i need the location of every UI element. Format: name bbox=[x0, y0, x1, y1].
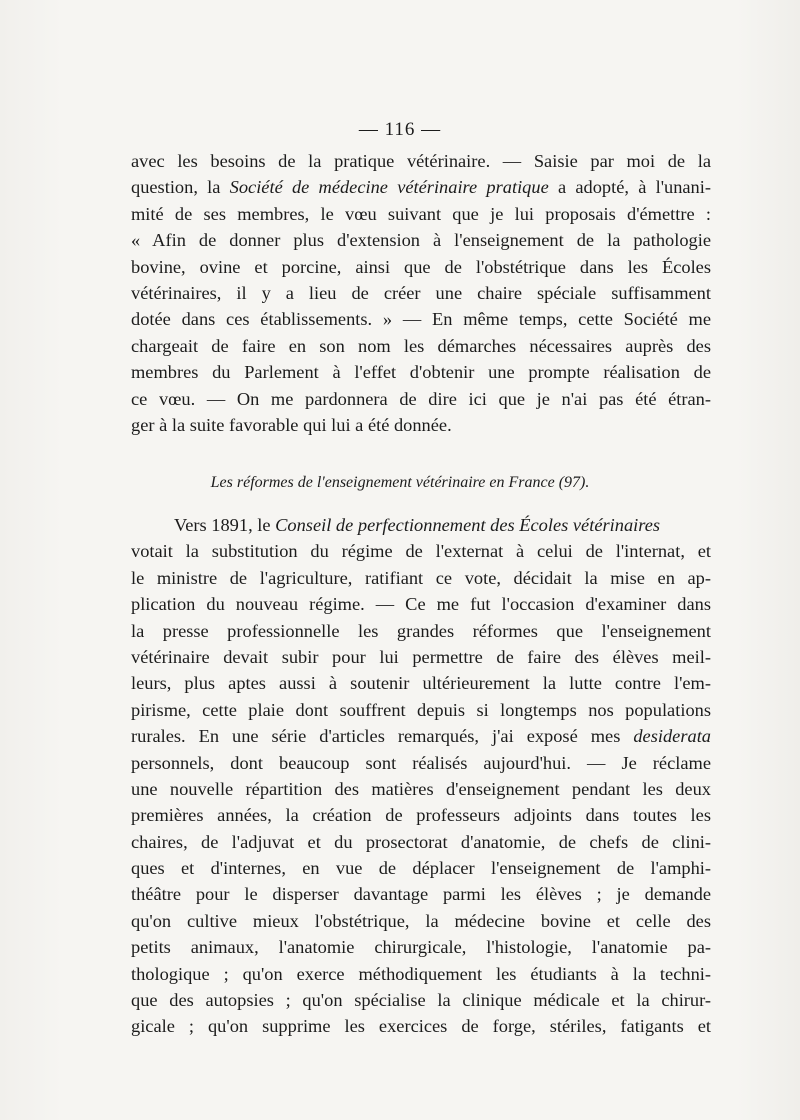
text-line: une nouvelle répartition des matières d'enseignement pendant les deux bbox=[131, 778, 711, 799]
section-heading: Les réformes de l'enseignement vétérinaire en France (97). bbox=[210, 474, 590, 491]
text-line: chargeait de faire en son nom les démarches nécessaires auprès des bbox=[131, 335, 711, 356]
text-line: dotée dans ces établissements. » — En même temps, cette Société me bbox=[131, 309, 711, 330]
text-line: ger à la suite favorable qui lui a été donnée. bbox=[131, 414, 452, 435]
text-line: petits animaux, l'anatomie chirurgicale, l'histologie, l'anatomie pa- bbox=[131, 937, 711, 958]
text-line: ques et d'internes, en vue de déplacer l'enseignement de l'amphi- bbox=[131, 858, 711, 879]
text-line: Vers 1891, le Conseil de perfectionnement des Écoles vétérinaires bbox=[174, 515, 661, 535]
text-line: le ministre de l'agriculture, ratifiant ce vote, décidait la mise en ap- bbox=[131, 567, 711, 588]
paragraph-1 bbox=[131, 148, 711, 438]
text-line: votait la substitution du régime de l'externat à celui de l'internat, et bbox=[131, 541, 711, 562]
desiderata-term: desiderata bbox=[633, 726, 711, 747]
text-line: théâtre pour le disperser davantage parmi les élèves ; je demande bbox=[131, 884, 711, 905]
text-line: la presse professionnelle les grandes réformes que l'enseignement bbox=[131, 620, 711, 641]
text-line: ce vœu. — On me pardonnera de dire ici que je n'ai pas été étran- bbox=[131, 388, 711, 409]
text-line: avec les besoins de la pratique vétérinaire. — Saisie par moi de la bbox=[131, 151, 711, 171]
text-line: rurales. En une série d'articles remarqués, j'ai exposé mes desiderata bbox=[131, 726, 711, 747]
text-line: gicale ; qu'on supprime les exercices de forge, stériles, fatigants et bbox=[131, 1016, 711, 1037]
text-line: « Afin de donner plus d'extension à l'enseignement de la pathologie bbox=[131, 230, 711, 251]
text-line: que des autopsies ; qu'on spécialise la clinique médicale et la chirur- bbox=[131, 990, 711, 1011]
text-line: premières années, la création de professeurs adjoints dans toutes les bbox=[131, 805, 711, 826]
text-line: plication du nouveau régime. — Ce me fut l'occasion d'examiner dans bbox=[131, 594, 711, 615]
text-line: thologique ; qu'on exerce méthodiquement les étudiants à la techni- bbox=[131, 963, 711, 984]
text-line: vétérinaire devait subir pour lui permettre de faire des élèves meil- bbox=[131, 646, 711, 667]
page-number: — 116 — bbox=[358, 119, 442, 140]
text-line: chaires, de l'adjuvat et du prosectorat d'anatomie, de chefs de clini- bbox=[131, 831, 711, 852]
society-name: Société de médecine vétérinaire pratique bbox=[229, 177, 549, 198]
text-line: leurs, plus aptes aussi à soutenir ultérieurement la lutte contre l'em- bbox=[131, 673, 711, 694]
text-line: membres du Parlement à l'effet d'obtenir une prompte réalisation de bbox=[131, 362, 711, 383]
paragraph-2 bbox=[131, 512, 711, 1040]
text-line: qu'on cultive mieux l'obstétrique, la médecine bovine et celle des bbox=[131, 910, 711, 931]
text-line: bovine, ovine et porcine, ainsi que de l'obstétrique dans les Écoles bbox=[131, 256, 711, 277]
council-name: Conseil de perfectionnement des Écoles vétérinaires bbox=[275, 515, 661, 535]
text-line: personnels, dont beaucoup sont réalisés aujourd'hui. — Je réclame bbox=[131, 752, 711, 773]
text-line: mité de ses membres, le vœu suivant que je lui proposais d'émettre : bbox=[131, 203, 711, 224]
text-line: vétérinaires, il y a lieu de créer une chaire spéciale suffisamment bbox=[131, 282, 711, 303]
text-line: question, la Société de médecine vétérinaire pratique a adopté, à l'unani- bbox=[131, 177, 711, 198]
text-line: pirisme, cette plaie dont souffrent depuis si longtemps nos populations bbox=[131, 699, 711, 720]
